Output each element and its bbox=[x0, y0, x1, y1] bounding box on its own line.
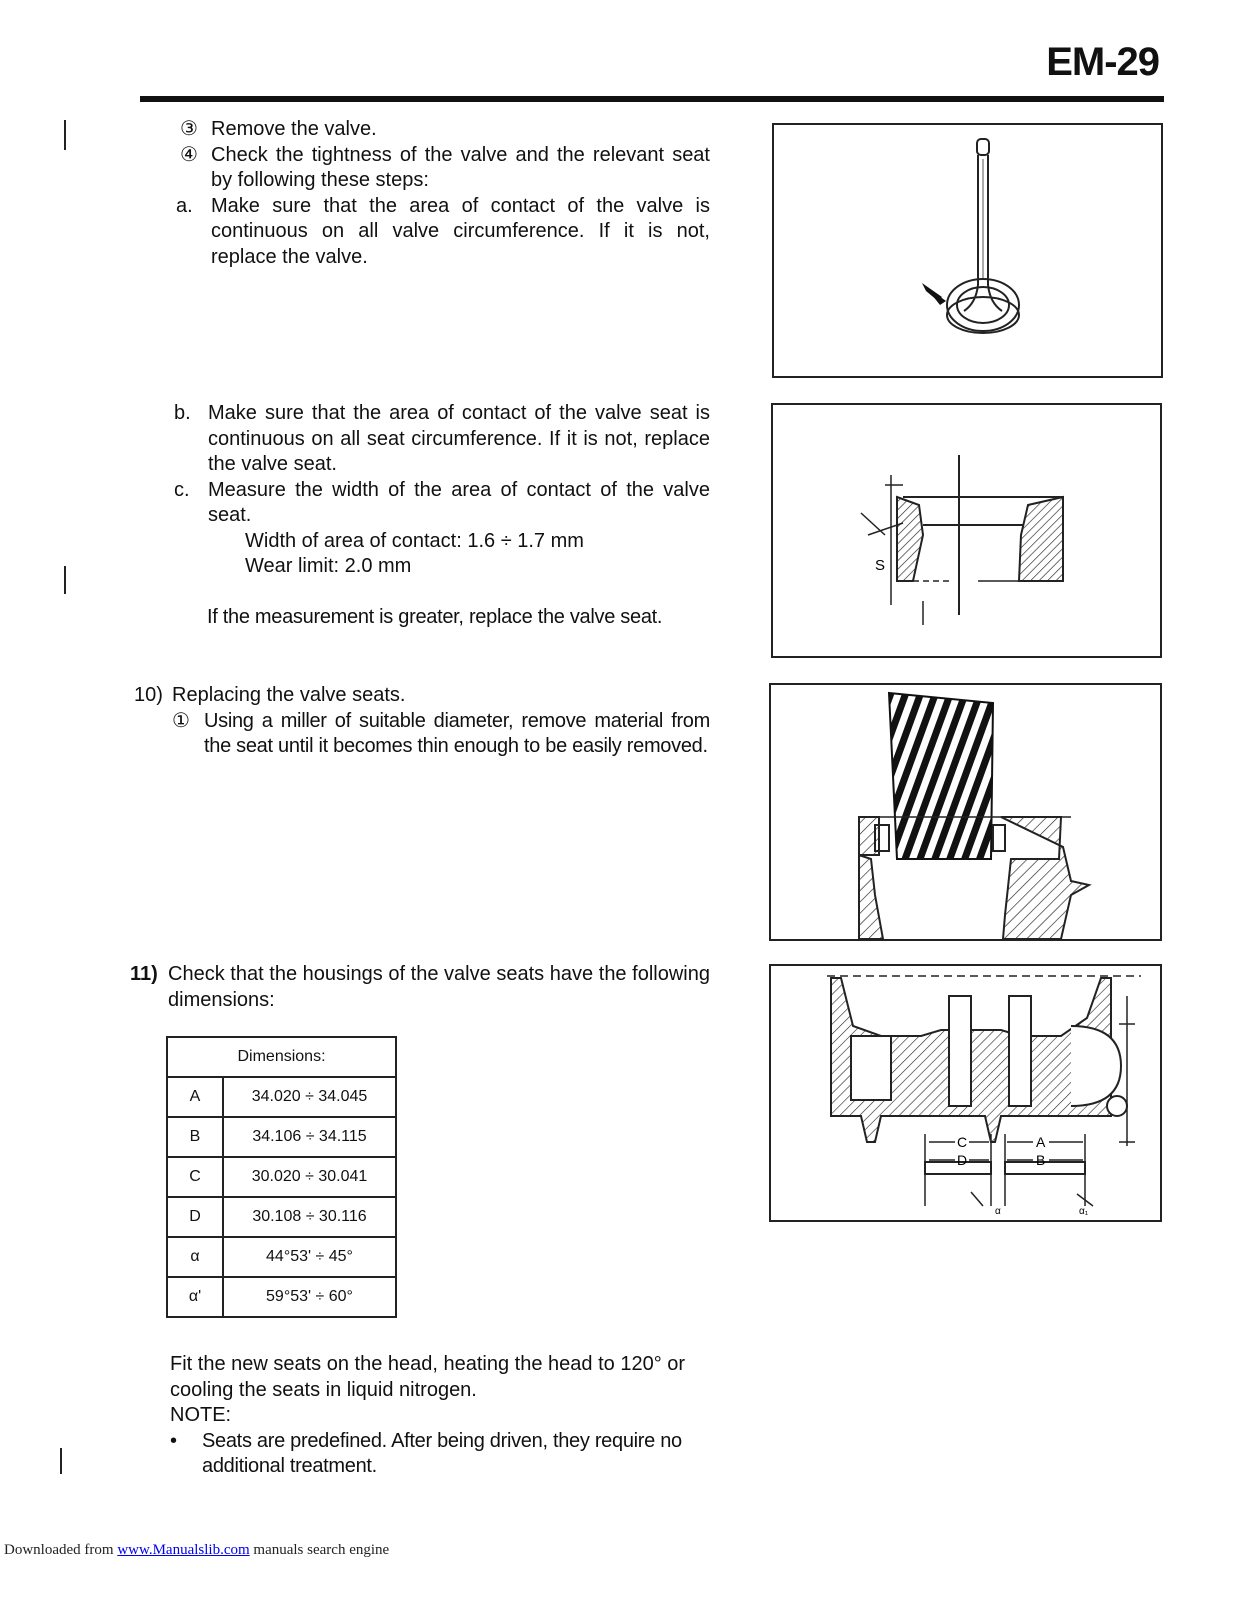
margin-change-bar bbox=[64, 120, 66, 150]
dimension-label: D bbox=[167, 1197, 223, 1237]
dimension-value: 30.020 ÷ 30.041 bbox=[223, 1157, 396, 1197]
table-header: Dimensions: bbox=[167, 1037, 396, 1077]
bullet-text: Seats are predefined. After being driven, they require no additional treatment. bbox=[202, 1429, 682, 1477]
manualslib-link[interactable]: www.Manualslib.com bbox=[117, 1542, 250, 1558]
dimension-label: α' bbox=[167, 1277, 223, 1317]
step-text: Check that the housings of the valve seats have the following dimensions: bbox=[168, 963, 710, 1011]
valve-illustration bbox=[774, 125, 1161, 376]
section-replacing-seats bbox=[134, 683, 710, 760]
step-text: Check the tightness of the valve and the relevant seat by following these steps: bbox=[211, 143, 710, 191]
step-title: Replacing the valve seats. bbox=[172, 684, 406, 706]
step-marker: ③ bbox=[180, 118, 198, 140]
dimension-value: 34.020 ÷ 34.045 bbox=[223, 1077, 396, 1117]
table-row bbox=[167, 1077, 396, 1117]
figure-miller-tool bbox=[769, 683, 1162, 941]
step-text: Remove the valve. bbox=[211, 118, 377, 140]
label-b: B bbox=[1036, 1152, 1046, 1168]
dimension-label: α bbox=[167, 1237, 223, 1277]
section-housing-dimensions bbox=[130, 962, 710, 1013]
dimension-value: 44°53' ÷ 45° bbox=[223, 1237, 396, 1277]
dimension-value: 59°53' ÷ 60° bbox=[223, 1277, 396, 1317]
spec-wear-limit: Wear limit: 2.0 mm bbox=[245, 555, 412, 577]
label-a: A bbox=[1036, 1134, 1046, 1150]
dimension-label: B bbox=[167, 1117, 223, 1157]
fit-text: Fit the new seats on the head, heating the head to 120° or cooling the seats in liquid nitrogen. bbox=[170, 1353, 686, 1401]
bullet-icon: • bbox=[170, 1429, 178, 1452]
figure-valve bbox=[772, 123, 1163, 378]
label-d: D bbox=[957, 1152, 968, 1168]
table-row bbox=[167, 1237, 396, 1277]
table-row bbox=[167, 1277, 396, 1317]
figure-housing-dimensions bbox=[769, 964, 1162, 1222]
header-rule bbox=[140, 96, 1164, 102]
dimensions-table bbox=[166, 1036, 397, 1318]
table-row bbox=[167, 1197, 396, 1237]
section-fit-seats bbox=[170, 1352, 710, 1480]
substep-marker: c. bbox=[174, 478, 190, 501]
step-marker: 11) bbox=[130, 963, 158, 985]
seat-width-illustration bbox=[773, 405, 1160, 656]
page-number: EM-29 bbox=[1046, 40, 1159, 84]
dimension-value: 30.108 ÷ 30.116 bbox=[223, 1197, 396, 1237]
substep-marker: b. bbox=[174, 402, 191, 424]
label-alpha1: α₁ bbox=[1079, 1206, 1089, 1217]
substep-text: Make sure that the area of contact of the valve is continuous on all valve circumference. If it is not, replace the valve. bbox=[211, 194, 710, 268]
substep-marker: ① bbox=[172, 709, 190, 732]
section-valve-seat-check bbox=[174, 401, 710, 630]
footer bbox=[4, 1542, 389, 1559]
substep-text: Make sure that the area of contact of the valve seat is continuous on all seat circumference. If it is not, replace the valve seat. bbox=[208, 402, 710, 475]
cylinder-head-section bbox=[771, 966, 1160, 1220]
section-remove-valve bbox=[176, 117, 710, 270]
note-label: NOTE: bbox=[170, 1404, 232, 1426]
dimension-label: A bbox=[167, 1077, 223, 1117]
step-marker: ④ bbox=[180, 143, 198, 166]
replace-note: If the measurement is greater, replace the valve seat. bbox=[207, 605, 663, 628]
step-marker: 10) bbox=[134, 684, 163, 706]
footer-suffix: manuals search engine bbox=[249, 1542, 390, 1558]
dimension-value: 34.106 ÷ 34.115 bbox=[223, 1117, 396, 1157]
margin-change-bar bbox=[60, 1448, 62, 1474]
label-alpha: α bbox=[995, 1206, 1001, 1217]
substep-marker: a. bbox=[176, 194, 193, 217]
substep-text: Measure the width of the area of contact of the valve seat. bbox=[208, 478, 710, 526]
dimension-label: C bbox=[167, 1157, 223, 1197]
margin-change-bar bbox=[64, 566, 66, 594]
figure-seat-contact-width bbox=[771, 403, 1162, 658]
substep-text: Using a miller of suitable diameter, remove material from the seat until it becomes thin enough to be easily removed. bbox=[204, 709, 710, 757]
table-row bbox=[167, 1117, 396, 1157]
label-c: C bbox=[957, 1134, 968, 1150]
spec-width: Width of area of contact: 1.6 ÷ 1.7 mm bbox=[245, 529, 584, 552]
miller-illustration bbox=[771, 685, 1160, 939]
label-s: S bbox=[875, 557, 886, 574]
table-header-row bbox=[167, 1037, 396, 1077]
table-row bbox=[167, 1157, 396, 1197]
footer-prefix: Downloaded from bbox=[4, 1542, 118, 1558]
